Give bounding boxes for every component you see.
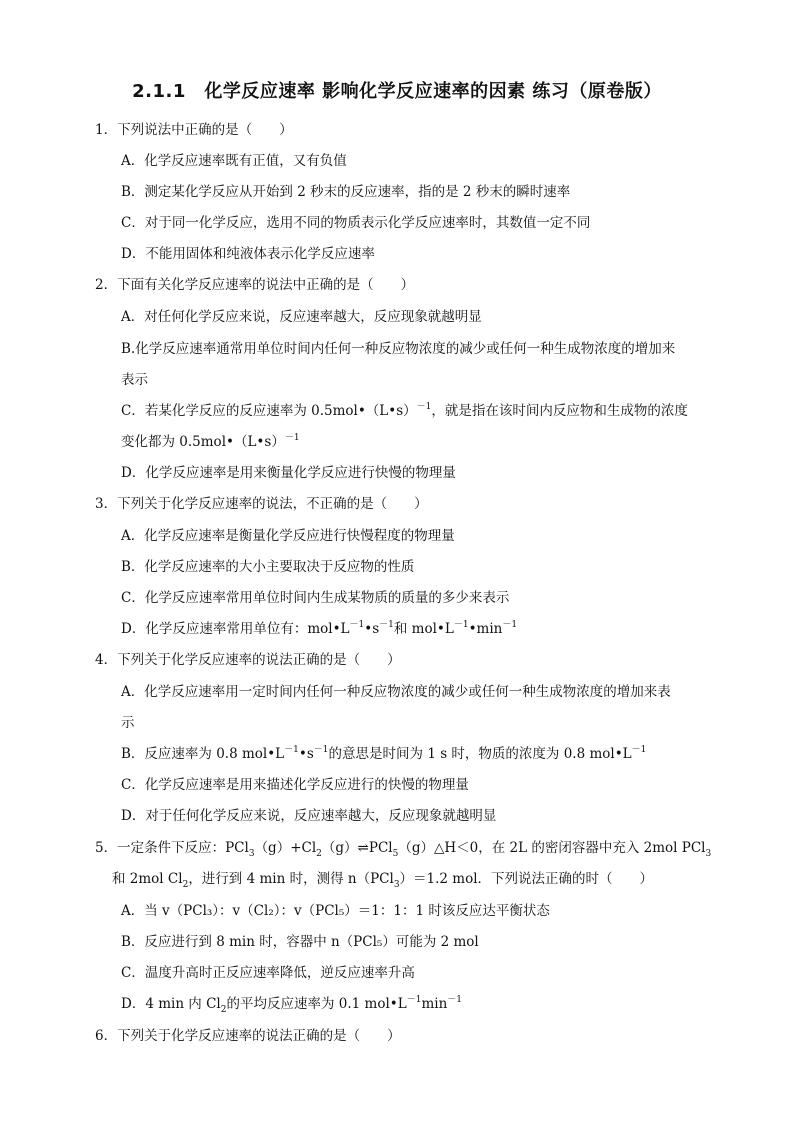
option-b-part3: 的意思是时间为 1 s 时，物质的浓度为 0.8 mol•L: [328, 746, 632, 762]
subscript: 3: [248, 849, 255, 859]
question-3-option-b: B．化学反应速率的大小主要取决于反应物的性质: [121, 559, 415, 575]
stem-text: ）＝1.2 mol．下列说法正确的时（ ）: [399, 871, 654, 887]
option-text: min: [421, 996, 448, 1012]
exponent: －1: [447, 995, 463, 1005]
exponent: －1: [502, 620, 518, 630]
exponent: －1: [406, 995, 422, 1005]
question-5-option-a: A．当 v（PCl₃）：v（Cl₂）：v（PCl₅）＝1：1：1 时该反应达平衡状态: [121, 903, 550, 919]
question-5-option-b: B．反应进行到 8 min 时，容器中 n（PCl₅）可能为 2 mol: [121, 934, 479, 950]
stem-text: （g）+Cl: [254, 840, 317, 856]
question-2-option-a: A．对任何化学反应来说，反应速率越大，反应现象就越明显: [121, 309, 482, 325]
option-c-tail: ，就是指在该时间内反应物和生成物的浓度: [431, 403, 688, 419]
question-1-option-c: C．对于同一化学反应，选用不同的物质表示化学反应速率时，其数值一定不同: [121, 215, 591, 231]
question-4-option-d: D．对于任何化学反应来说，反应速率越大，反应现象就越明显: [121, 808, 497, 824]
question-4-option-b: [121, 745, 646, 765]
subscript: 2: [182, 880, 189, 890]
question-2-stem: 2．下面有关化学反应速率的说法中正确的是（ ）: [95, 277, 415, 293]
stem-text: 5．一定条件下反应：PCl: [95, 840, 249, 856]
question-3-option-a: A．化学反应速率是衡量化学反应进行快慢程度的物理量: [121, 528, 455, 544]
stem-text: （g）△H＜0，在 2L 的密闭容器中充入 2mol PCl: [398, 840, 706, 856]
exponent: －1: [349, 620, 365, 630]
option-c-cont-text: 变化都为 0.5mol•（L•s）: [121, 434, 285, 450]
question-1-option-a: A．化学反应速率既有正值，又有负值: [121, 153, 347, 169]
exponent: －1: [284, 433, 300, 443]
question-5-stem-cont: [112, 870, 653, 890]
option-d-part2: •s: [364, 621, 380, 637]
question-4-option-c: C．化学反应速率是用来描述化学反应进行的快慢的物理量: [121, 777, 469, 793]
exponent: －1: [313, 745, 329, 755]
question-2-option-c-cont: [121, 433, 300, 453]
question-4-option-a-cont: 示: [121, 715, 135, 731]
option-b-part2: •s: [298, 746, 314, 762]
question-5-option-c: C．温度升高时正反应速率降低，逆反应速率升高: [121, 965, 415, 981]
question-5-option-d: [121, 995, 462, 1015]
option-b-part1: B．反应速率为 0.8 mol•L: [121, 746, 285, 762]
subscript: 3: [705, 849, 712, 859]
exponent: －1: [453, 620, 469, 630]
subscript: 3: [393, 880, 400, 890]
question-3-option-c: C．化学反应速率常用单位时间内生成某物质的质量的多少来表示: [121, 590, 510, 606]
stem-text: 和 2mol Cl: [112, 871, 183, 887]
page-title: 2.1.1 化学反应速率 影响化学反应速率的因素 练习（原卷版）: [132, 81, 662, 102]
question-3-stem: 3．下列关于化学反应速率的说法，不正确的是（ ）: [95, 496, 428, 512]
subscript: 2: [220, 1005, 227, 1015]
question-1-option-b: B．测定某化学反应从开始到 2 秒末的反应速率，指的是 2 秒末的瞬时速率: [121, 184, 571, 200]
stem-text: ，进行到 4 min 时，测得 n（PCl: [188, 871, 394, 887]
option-text: 的平均反应速率为 0.1 mol•L: [226, 996, 407, 1012]
subscript: 2: [316, 849, 322, 859]
question-2-option-b-cont: 表示: [121, 372, 148, 388]
exponent: －1: [631, 745, 647, 755]
option-d-part4: •min: [468, 621, 503, 637]
subscript: 5: [392, 849, 399, 859]
question-5-stem: [95, 839, 711, 859]
exponent: －1: [284, 745, 299, 755]
question-1-option-d: D．不能用固体和纯液体表示化学反应速率: [121, 246, 375, 262]
option-d-part1: D．化学反应速率常用单位有：mol•L: [121, 621, 350, 637]
option-d-part3: 和 mol•L: [393, 621, 454, 637]
question-6-stem: 6．下列关于化学反应速率的说法正确的是（ ）: [95, 1028, 401, 1044]
question-4-stem: 4．下列关于化学反应速率的说法正确的是（ ）: [95, 652, 401, 668]
option-text: D．4 min 内 Cl: [121, 996, 221, 1012]
option-c-text: C．若某化学反应的反应速率为 0.5mol•（L•s）: [121, 403, 417, 419]
question-1-stem: 1．下列说法中正确的是（ ）: [95, 122, 293, 138]
question-4-option-a: A．化学反应速率用一定时间内任何一种反应物浓度的减少或任何一种生成物浓度的增加来表: [121, 684, 671, 700]
question-2-option-c: [121, 402, 688, 422]
stem-text: （g）⇌PCl: [321, 840, 393, 856]
exponent: －1: [416, 402, 432, 412]
question-3-option-d: [121, 620, 517, 640]
exponent: －1: [379, 620, 394, 630]
question-2-option-d: D．化学反应速率是用来衡量化学反应进行快慢的物理量: [121, 465, 456, 481]
question-2-option-b: B.化学反应速率通常用单位时间内任何一种反应物浓度的减少或任何一种生成物浓度的增加来: [121, 341, 676, 357]
